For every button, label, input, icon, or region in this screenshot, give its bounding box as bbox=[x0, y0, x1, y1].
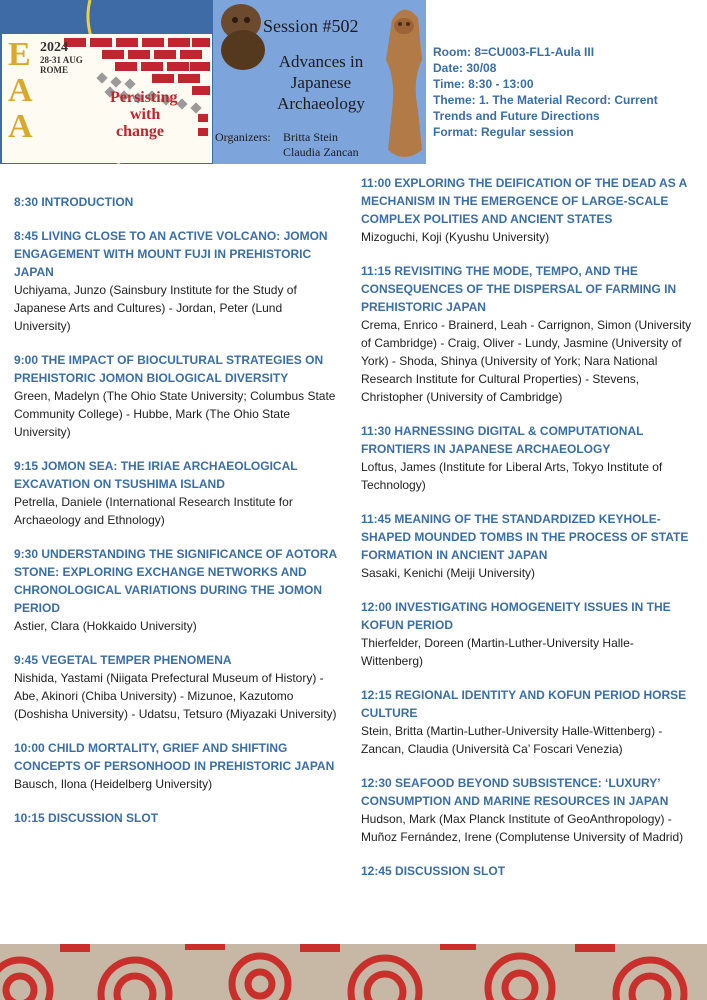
logo-letter-e: E bbox=[8, 36, 31, 73]
footer-spiral-pattern bbox=[0, 944, 707, 1000]
session-title-3: Archaeology bbox=[277, 94, 365, 113]
program-item-title: 9:15 JOMON SEA: THE IRIAE ARCHAEOLOGICAL EXCAVATION ON TSUSHIMA ISLAND bbox=[14, 459, 298, 491]
program-item bbox=[361, 686, 693, 758]
program-item bbox=[361, 174, 693, 246]
room-info: Room: 8=CU003-FL1-Aula III bbox=[433, 45, 595, 59]
brick-wall-graphic bbox=[2, 34, 212, 163]
program-item-authors: Nishida, Yastami (Niigata Prefectural Museum of History) - Abe, Akinori (Chiba University) - Mizunoe, Kazutomo (Doshisha University) - Udatsu, Tetsuro (Miyazaki University) bbox=[14, 671, 337, 721]
program-item bbox=[361, 862, 693, 880]
program-item bbox=[361, 422, 693, 494]
program-item bbox=[14, 739, 339, 793]
theme-info-1: Theme: 1. The Material Record: Current bbox=[433, 93, 658, 107]
program-item bbox=[14, 651, 339, 723]
program-item-authors: Loftus, James (Institute for Liberal Arts, Tokyo Institute of Technology) bbox=[361, 460, 663, 492]
program-item-title: 12:30 SEAFOOD BEYOND SUBSISTENCE: ‘LUXURY’ CONSUMPTION AND MARINE RESOURCES IN JAPAN bbox=[361, 776, 669, 808]
program-item-title: 12:00 INVESTIGATING HOMOGENEITY ISSUES IN THE KOFUN PERIOD bbox=[361, 600, 671, 632]
program-item-title: 11:15 REVISITING THE MODE, TEMPO, AND THE CONSEQUENCES OF THE DISPERSAL OF FARMING IN PREHISTORIC JAPAN bbox=[361, 264, 677, 314]
logo-letter-a1: A bbox=[8, 72, 33, 109]
program-item bbox=[14, 227, 339, 335]
program-item-title: 9:45 VEGETAL TEMPER PHENOMENA bbox=[14, 653, 232, 667]
program-item-title: 11:00 EXPLORING THE DEIFICATION OF THE DEAD AS A MECHANISM IN THE EMERGENCE OF LARGE-SCALE COMPLEX POLITIES AND ANCIENT STATES bbox=[361, 176, 687, 226]
organizer-2: Claudia Zancan bbox=[283, 145, 359, 159]
program-item-authors: Astier, Clara (Hokkaido University) bbox=[14, 619, 197, 633]
program-item-title: 11:30 HARNESSING DIGITAL & COMPUTATIONAL FRONTIERS IN JAPANESE ARCHAEOLOGY bbox=[361, 424, 644, 456]
session-title-1: Advances in bbox=[278, 52, 364, 71]
date-info: Date: 30/08 bbox=[433, 61, 497, 75]
logo-city: ROME bbox=[40, 65, 68, 75]
logo-slogan-1: Persisting bbox=[110, 89, 178, 106]
footer-pattern-image bbox=[0, 944, 707, 1000]
logo-slogan-2: with bbox=[130, 106, 161, 123]
session-number: Session #502 bbox=[263, 16, 359, 36]
logo-letter-a2: A bbox=[8, 108, 33, 145]
program-item-authors: Hudson, Mark (Max Planck Institute of GeoAnthropology) - Muñoz Fernández, Irene (Complutense University of Madrid) bbox=[361, 812, 684, 844]
header-banner bbox=[0, 0, 426, 164]
program-item-authors: Bausch, Ilona (Heidelberg University) bbox=[14, 777, 213, 791]
program-item-authors: Green, Madelyn (The Ohio State University; Columbus State Community College) - Hubbe, Mark (The Ohio State University) bbox=[14, 389, 336, 439]
session-card bbox=[213, 0, 426, 164]
session-title-2: Japanese bbox=[290, 73, 352, 92]
program-item-title: 8:30 INTRODUCTION bbox=[14, 195, 134, 209]
program-item-title: 10:00 CHILD MORTALITY, GRIEF AND SHIFTING CONCEPTS OF PERSONHOOD IN PREHISTORIC JAPAN bbox=[14, 741, 335, 773]
figurine-right-image bbox=[382, 0, 426, 164]
logo-year: 2024 bbox=[40, 40, 68, 55]
logo-slogan-3: change bbox=[116, 123, 164, 140]
program-item-authors: Crema, Enrico - Brainerd, Leah - Carrignon, Simon (University of Cambridge) - Craig, Oliver - Lundy, Jasmine (University of York) - Shoda, Shinya (University of York; Nara National Research Institute for Cultural Properties) - Stevens, Christopher (University of Cambridge) bbox=[361, 318, 692, 404]
program-item-authors: Petrella, Daniele (International Research Institute for Archaeology and Ethnology) bbox=[14, 495, 293, 527]
program-item-title: 10:15 DISCUSSION SLOT bbox=[14, 811, 159, 825]
program-item-authors: Mizoguchi, Koji (Kyushu University) bbox=[361, 230, 550, 244]
program-item bbox=[361, 510, 693, 582]
program-item bbox=[361, 774, 693, 846]
logo-dates bbox=[40, 55, 83, 75]
theme-info-2: Trends and Future Directions bbox=[433, 109, 600, 123]
organizers-label: Organizers: bbox=[215, 130, 271, 144]
program-item bbox=[14, 457, 339, 529]
program-item bbox=[14, 193, 339, 211]
program-item-authors: Sasaki, Kenichi (Meiji University) bbox=[361, 566, 536, 580]
program-item-title: 8:45 LIVING CLOSE TO AN ACTIVE VOLCANO: JOMON ENGAGEMENT WITH MOUNT FUJI IN PREHISTORIC JAPAN bbox=[14, 229, 328, 279]
program-item bbox=[14, 545, 339, 635]
format-info: Format: Regular session bbox=[433, 125, 574, 139]
program-item bbox=[361, 598, 693, 670]
program-item-title: 9:30 UNDERSTANDING THE SIGNIFICANCE OF AOTORA STONE: EXPLORING EXCHANGE NETWORKS AND CHRONOLOGICAL VARIATIONS DURING THE JOMON PERIOD bbox=[14, 547, 337, 615]
program-item-authors: Stein, Britta (Martin-Luther-University Halle-Wittenberg) - Zancan, Claudia (Università Ca’ Foscari Venezia) bbox=[361, 724, 663, 756]
program-item bbox=[14, 809, 339, 827]
program-left-column bbox=[14, 193, 339, 843]
program-item-title: 9:00 THE IMPACT OF BIOCULTURAL STRATEGIES ON PREHISTORIC JOMON BIOLOGICAL DIVERSITY bbox=[14, 353, 324, 385]
program-item-title: 12:15 REGIONAL IDENTITY AND KOFUN PERIOD HORSE CULTURE bbox=[361, 688, 687, 720]
program-right-column bbox=[361, 174, 693, 896]
logo-dates-text: 28-31 AUG bbox=[40, 55, 83, 65]
program-item-authors: Uchiyama, Junzo (Sainsbury Institute for the Study of Japanese Arts and Cultures) - Jordan, Peter (Lund University) bbox=[14, 283, 297, 333]
eaa-logo bbox=[2, 34, 212, 163]
program-item-authors: Thierfelder, Doreen (Martin-Luther-University Halle-Wittenberg) bbox=[361, 636, 634, 668]
time-info: Time: 8:30 - 13:00 bbox=[433, 77, 534, 91]
program-item bbox=[14, 351, 339, 441]
organizer-1: Britta Stein bbox=[283, 130, 338, 144]
program-item-title: 11:45 MEANING OF THE STANDARDIZED KEYHOLE-SHAPED MOUNDED TOMBS IN THE PROCESS OF STATE FORMATION IN ANCIENT JAPAN bbox=[361, 512, 689, 562]
program-item-title: 12:45 DISCUSSION SLOT bbox=[361, 864, 506, 878]
program-item bbox=[361, 262, 693, 406]
